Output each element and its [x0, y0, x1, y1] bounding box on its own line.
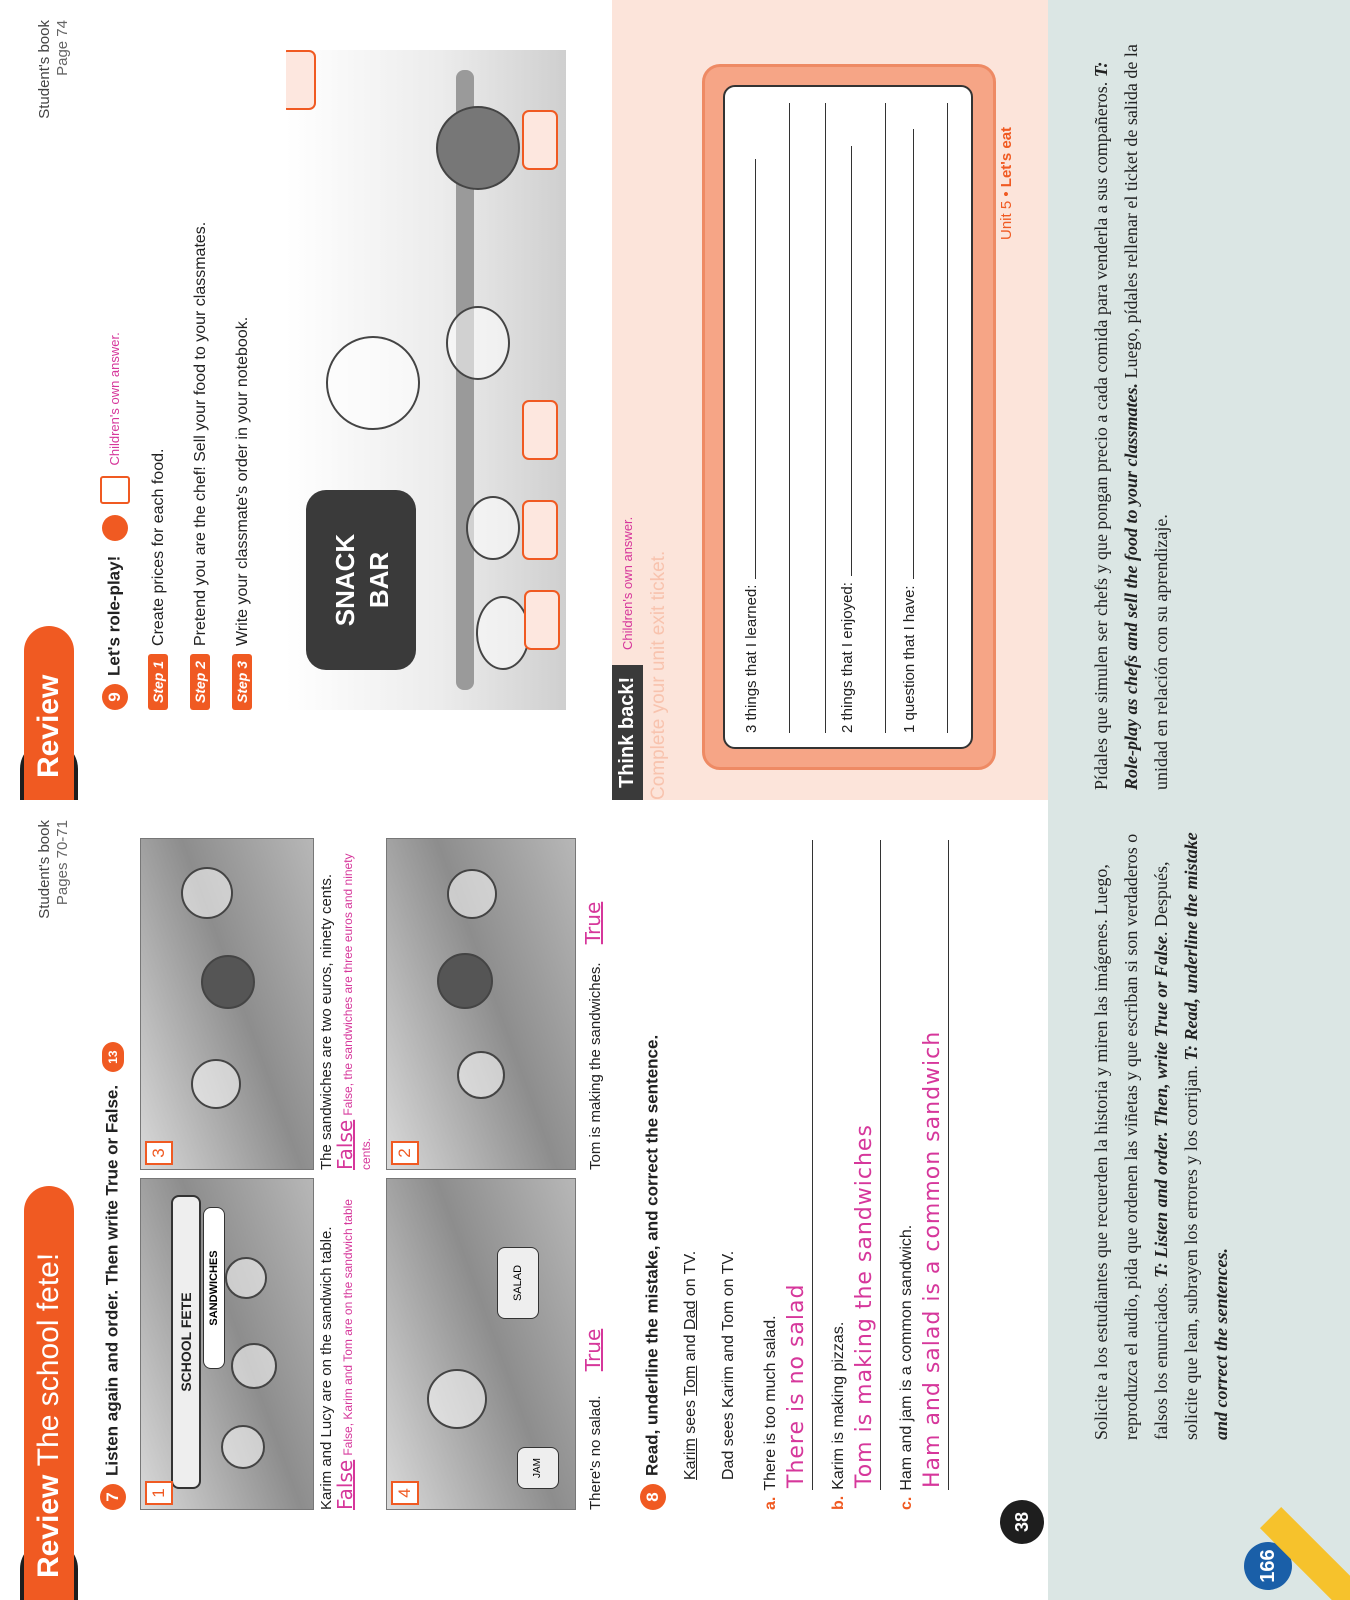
snack-bar-image	[286, 50, 566, 710]
right-book-page	[0, 0, 1048, 800]
ex8-item-c-letter: c.	[898, 1496, 915, 1510]
school-fete-banner	[171, 1195, 201, 1489]
panel-1-statement	[318, 1180, 357, 1510]
left-teacher-guide	[1048, 800, 1350, 1600]
chef-figure	[326, 336, 420, 430]
unit-title: The school fete!	[32, 1252, 65, 1467]
think-back-instruction: Complete your unit exit ticket.	[648, 550, 669, 800]
footer-title: Let's eat	[998, 126, 1015, 188]
sandwiches-sign-text: SANDWICHES	[208, 1250, 220, 1326]
panel-4-number[interactable]: 4	[391, 1481, 419, 1505]
panel-3-image	[140, 838, 314, 1170]
ticket-line[interactable]	[755, 159, 756, 579]
ex8-item-c-answer[interactable]: Ham and salad is a common sandwich	[920, 1030, 945, 1488]
ex8-example-word: Tom	[682, 1365, 699, 1396]
snack-bar-sign-text: SNACK BAR	[330, 533, 394, 627]
students-book-label: Student's book	[36, 20, 53, 119]
ex9-title	[100, 332, 130, 710]
plate-figure	[181, 867, 233, 919]
price-box-sandwich[interactable]	[522, 500, 558, 560]
ex8-item-b-sentence: Karim is making pizzas.	[830, 1321, 847, 1490]
footer-unit: Unit 5	[998, 200, 1015, 240]
think-back-area	[612, 0, 1048, 800]
school-fete-banner-text: SCHOOL FETE	[178, 1292, 194, 1392]
panel-3-number[interactable]: 3	[145, 1141, 173, 1165]
guide-text-instruction: T: Listen and order. Then, write True or False	[1151, 935, 1171, 1279]
ticket-line[interactable]	[947, 103, 948, 733]
exit-ticket	[702, 64, 996, 770]
kid-figure	[447, 869, 497, 919]
salad-crate-text: SALAD	[512, 1264, 524, 1302]
audio-track-icon[interactable]	[102, 1042, 124, 1072]
kid-figure	[191, 1059, 241, 1109]
kid-figure	[201, 955, 255, 1009]
review-word: Review	[32, 674, 65, 778]
panel-1-correction: False, Karim and Tom are on the sandwich table	[341, 1199, 355, 1456]
panel-2-statement	[581, 840, 605, 1170]
pizza-plate	[436, 106, 520, 190]
unit-footer	[998, 127, 1015, 240]
notebook-icon	[100, 476, 130, 504]
sandwich-plate	[466, 496, 520, 560]
step-1-badge: Step 1	[148, 654, 168, 710]
panel-3-statement	[318, 840, 375, 1170]
guide-text-part: Solicite a los estudiantes que recuerden la historia y miren las imágenes. Luego, reproduzca el audio, pida que ordenen las viñetas y que escriban si son verdaderos o falsos los enunciados.	[1091, 833, 1171, 1440]
panel-3-correction: False, the sandwiches are three euros and ninety cents.	[341, 853, 373, 1170]
ex8-example-word: Karim	[682, 1438, 699, 1480]
step-3-text: Write your classmate's order in your notebook.	[234, 316, 251, 646]
ticket-row-question-label: 1 question that I have:	[901, 585, 918, 733]
ticket-line[interactable]	[825, 103, 826, 733]
snack-bar-sign	[306, 490, 416, 670]
panel-4-image	[386, 1178, 576, 1510]
students-book-pages: Page 74	[54, 20, 71, 76]
guide-text-part: Luego, pídales rellenar el ticket de salida de la unidad en relación con su aprendizaje.	[1121, 44, 1171, 790]
panel-3-statement-text: The sandwiches are two euros, ninety cents.	[318, 874, 335, 1170]
right-guide-text	[1086, 30, 1176, 790]
ex8-item-b	[830, 1322, 848, 1510]
sandwiches-sign	[203, 1207, 225, 1369]
price-box-juice[interactable]	[286, 50, 316, 110]
ex8-instruction: Read, underline the mistake, and correct the sentence.	[642, 1034, 662, 1476]
footer-separator: •	[998, 187, 1015, 201]
ticket-line[interactable]	[851, 146, 852, 576]
left-page	[0, 800, 1350, 1600]
guide-text-part: . Después, solicite que lean, subrayen los errores y los corrijan.	[1151, 861, 1201, 1440]
panel-2-answer: True	[581, 901, 605, 945]
ticket-row-enjoyed-label: 2 things that I enjoyed:	[839, 582, 856, 733]
step-2-text: Pretend you are the chef! Sell your food to your classmates.	[192, 221, 209, 646]
left-review-banner	[24, 1186, 74, 1600]
panel-3-answer: False	[333, 1119, 357, 1170]
review-word: Review	[32, 1474, 65, 1578]
kid-figure	[221, 1425, 265, 1469]
panel-1-statement-text: Karim and Lucy are on the sandwich table.	[318, 1226, 335, 1510]
left-page-number: 38	[1000, 1500, 1044, 1544]
panel-4-answer: True	[581, 1328, 605, 1372]
salad-plate	[476, 596, 530, 670]
ex9-number: 9	[102, 684, 128, 710]
panel-1-answer: False	[333, 1459, 357, 1510]
price-box-burger[interactable]	[522, 400, 558, 460]
guide-text-instruction: T: Role-play as chefs and sell the food to your classmates.	[1091, 61, 1141, 790]
ex8-item-c-sentence: Ham and jam is a common sandwich.	[898, 1224, 915, 1491]
left-book-page	[0, 800, 1048, 1600]
ex8-item-b-answer[interactable]: Tom is making the sandwiches	[852, 1124, 877, 1488]
jam-jar	[517, 1447, 559, 1489]
jam-jar-text: JAM	[532, 1458, 543, 1478]
guide-text-instruction: T: Read, underline the mistake and correct the sentences.	[1181, 832, 1231, 1440]
ex7-number: 7	[100, 1484, 126, 1510]
panel-2-statement-text: Tom is making the sandwiches.	[587, 962, 604, 1170]
ticket-line[interactable]	[789, 103, 790, 733]
ex8-item-b-letter: b.	[830, 1495, 847, 1510]
panel-1-image	[140, 1178, 314, 1510]
ex8-example-1	[682, 1251, 700, 1480]
ex8-item-a-letter: a.	[762, 1496, 779, 1510]
ex8-item-a-line	[812, 840, 813, 1490]
price-box-salad[interactable]	[524, 590, 560, 650]
burger-plate	[446, 306, 510, 380]
ex9-step-2	[190, 222, 210, 710]
left-students-book-ref	[36, 820, 72, 1000]
ex8-item-b-line	[880, 840, 881, 1490]
ex8-example-2: Dad sees Karim and Tom on TV.	[720, 1250, 737, 1480]
kid-figure	[427, 1369, 487, 1429]
ex7-instruction: Listen again and order. Then write True or False.	[102, 1084, 122, 1476]
students-book-pages: Pages 70-71	[54, 820, 71, 906]
right-review-banner	[24, 626, 74, 800]
ticket-row-question	[901, 103, 918, 733]
speaking-icon	[102, 515, 128, 541]
exit-ticket-inner	[723, 85, 973, 749]
kid-figure	[225, 1257, 267, 1299]
ticket-row-enjoyed	[839, 103, 856, 733]
kid-figure	[457, 1051, 505, 1099]
panel-4-statement-text: There's no salad.	[587, 1395, 604, 1510]
ticket-line[interactable]	[913, 129, 914, 579]
step-1-text: Create prices for each food.	[150, 448, 167, 646]
panel-2-number[interactable]: 2	[391, 1141, 419, 1165]
ex8-number: 8	[640, 1484, 666, 1510]
audio-track-number: 13	[106, 1050, 121, 1064]
think-back-note: Children's own answer.	[620, 516, 635, 650]
right-teacher-guide	[1048, 0, 1350, 800]
ex7-title	[100, 1042, 126, 1510]
ex8-title	[640, 1035, 666, 1510]
ex9-step-1	[148, 449, 168, 710]
guide-page-number: 166	[1244, 1542, 1292, 1590]
ex8-item-a-answer[interactable]: There is no salad	[784, 1283, 809, 1488]
students-book-label: Student's book	[36, 820, 53, 919]
ex8-item-c	[898, 1225, 916, 1510]
ex8-example-word: on TV.	[682, 1250, 699, 1301]
ex8-example-word: sees	[682, 1395, 699, 1439]
ex8-item-a-sentence: There is too much salad.	[762, 1315, 779, 1491]
guide-text-part: Pídales que simulen ser chefs y que pongan precio a cada comida para venderla a sus compañeros.	[1091, 77, 1111, 790]
ex8-item-c-line	[948, 840, 949, 1490]
ticket-row-learned	[743, 103, 760, 733]
ex9-instruction: Let's role-play!	[104, 555, 124, 676]
panel-2-image	[386, 838, 576, 1170]
left-guide-text	[1086, 830, 1236, 1440]
salad-crate	[497, 1247, 539, 1319]
ex9-note: Children's own answer.	[107, 332, 123, 466]
ticket-row-learned-label: 3 things that I learned:	[743, 584, 760, 733]
kid-figure	[437, 953, 493, 1009]
ex8-item-a	[762, 1315, 780, 1510]
think-back-title: Think back!	[612, 665, 643, 800]
price-box-pizza[interactable]	[522, 110, 558, 170]
panel-1-number[interactable]: 1	[145, 1481, 173, 1505]
ex8-example-word: and	[682, 1329, 699, 1366]
ticket-line[interactable]	[885, 103, 886, 733]
panel-4-statement	[581, 1180, 605, 1510]
kid-figure	[231, 1343, 277, 1389]
right-students-book-ref	[36, 20, 72, 200]
ex8-example-word: Dad	[682, 1300, 699, 1330]
ex9-step-3	[232, 317, 252, 710]
step-2-badge: Step 2	[190, 654, 210, 710]
step-3-badge: Step 3	[232, 654, 252, 710]
